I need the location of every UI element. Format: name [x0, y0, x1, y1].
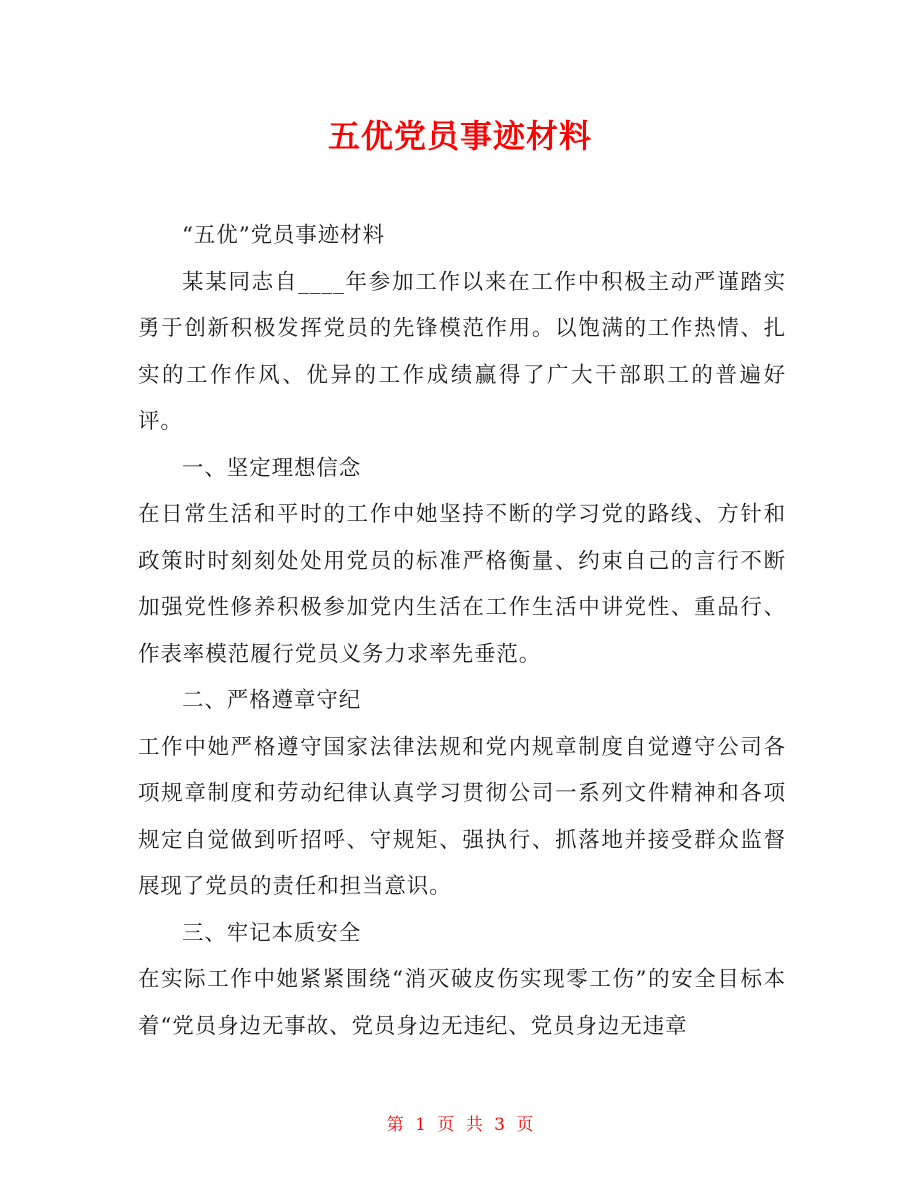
document-body	[138, 213, 786, 1050]
paragraph-intro: 某某同志自____年参加工作以来在工作中积极主动严谨踏实勇于创新积极发挥党员的先锋模范作用。以饱满的工作热情、扎实的工作作风、优异的工作成绩赢得了广大干部职工的普遍好评。	[138, 269, 786, 434]
paragraph-section-1: 在日常生活和平时的工作中她坚持不断的学习党的路线、方针和政策时时刻刻处处用党员的标准严格衡量、约束自己的言行不断加强党性修养积极参加党内生活在工作生活中讲党性、重品行、作表率模范履行党员义务力求率先垂范。	[138, 502, 786, 667]
paragraph-section-3: 在实际工作中她紧紧围绕“消灭破皮伤实现零工伤”的安全目标本着“党员身边无事故、党员身边无违纪、党员身边无违章	[138, 967, 786, 1039]
paragraph-subtitle: “五优”党员事迹材料	[182, 223, 385, 248]
page-number-footer: 第 1 页 共 3 页	[386, 1115, 534, 1135]
section-heading-3: 三、牢记本质安全	[182, 920, 362, 946]
paragraph-section-2: 工作中她严格遵守国家法律法规和党内规章制度自觉遵守公司各项规章制度和劳动纪律认真学习贯彻公司一系列文件精神和各项规定自觉做到听招呼、守规矩、强执行、抓落地并接受群众监督展现了党员的责任和担当意识。	[138, 734, 786, 899]
section-heading-2: 二、严格遵章守纪	[182, 688, 362, 713]
section-heading-1: 一、坚定理想信念	[182, 455, 362, 481]
document-title: 五优党员事迹材料	[327, 117, 592, 155]
